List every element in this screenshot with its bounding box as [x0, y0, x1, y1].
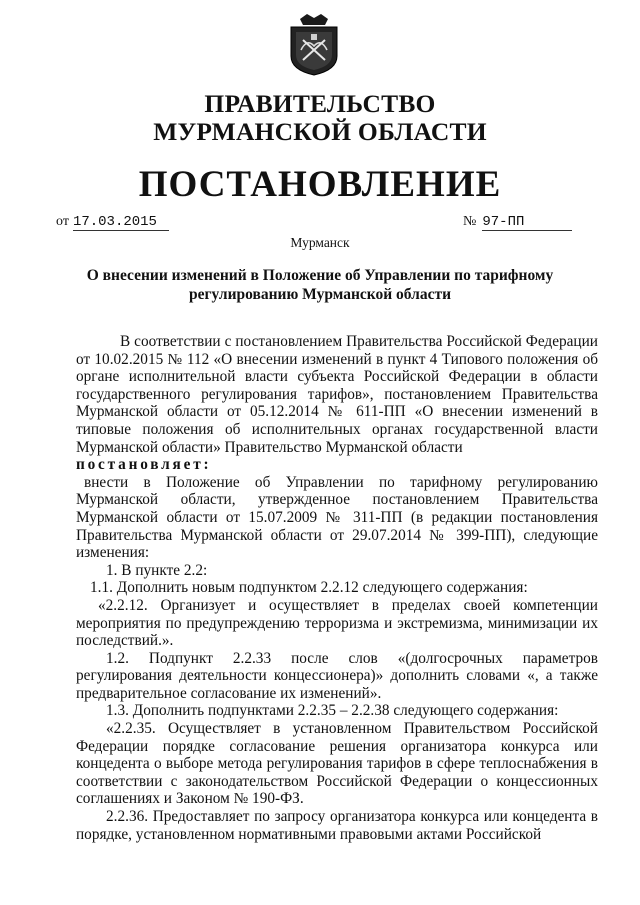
paragraph-amend-intro: внести в Положение об Управлении по тарифному регулированию Мурманской области, утвержденное постановлением Правительства Мурманской области от 15.07.2009 № 311-ПП (в редакции постановления Правительства Мурманской области от 29.07.2014 № 399-ПП), следующие изменения: [76, 473, 598, 562]
date-prefix: от [56, 214, 69, 229]
paragraph-item-2-2-35: «2.2.35. Осуществляет в установленном Правительством Российской Федерации порядке согласование решения организатора конкурса или концедента о выборе метода регулирования тарифов в сфере теплоснабжения в соответствии с законодательством Российской Федерации о концессионных соглашениях и Законом № 190-ФЗ. [76, 720, 598, 808]
paragraph-item-1-1: 1.1. Дополнить новым подпунктом 2.2.12 следующего содержания: [90, 579, 528, 597]
date-value: 17.03.2015 [73, 214, 169, 231]
document-date [56, 214, 169, 231]
city-label: Мурманск [290, 235, 350, 250]
document-body [76, 333, 598, 843]
organization-line-1: ПРАВИТЕЛЬСТВО [204, 89, 436, 118]
document-number [463, 214, 572, 231]
paragraph-item-2-2-36: 2.2.36. Предоставляет по запросу организатора конкурса или концедента в порядке, установленном нормативными правовыми актами Российской [76, 808, 598, 843]
document-title: О внесении изменений в Положение об Управлении по тарифному регулированию Мурманской области [86, 267, 554, 303]
paragraph-item-1-2: 1.2. Подпункт 2.2.33 после слов «(долгосрочных параметров регулирования деятельности концессионера)» дополнить словами «, а также предварительное согласование их изменений». [76, 649, 598, 702]
resolution-word: постановляет: [76, 456, 212, 474]
paragraph-item-1: 1. В пункте 2.2: [106, 561, 208, 579]
document-type-heading: ПОСТАНОВЛЕНИЕ [138, 164, 502, 205]
paragraph-item-1-3: 1.3. Дополнить подпунктами 2.2.35 – 2.2.38 следующего содержания: [106, 702, 559, 720]
coat-of-arms-emblem [287, 14, 341, 76]
number-value: 97-ПП [482, 214, 572, 231]
organization-line-2: МУРМАНСКОЙ ОБЛАСТИ [153, 117, 487, 146]
number-prefix: № [463, 214, 477, 229]
paragraph-item-2-2-12: «2.2.12. Организует и осуществляет в пределах своей компетенции мероприятия по предупреждению терроризма и экстремизма, минимизации их последствий.». [76, 596, 598, 650]
paragraph-preamble: В соответствии с постановлением Правительства Российской Федерации от 10.02.2015 № 112 «О внесении изменений в пункт 4 Типового положения об органе исполнительной власти субъекта Российской Федерации в области государственного регулирования тарифов», постановлением Правительства Мурманской области от 05.12.2014 № 611-ПП «О внесении изменений в типовые положения об исполнительных органах государственной власти Мурманской области» Правительство Мурманской области [76, 333, 598, 456]
